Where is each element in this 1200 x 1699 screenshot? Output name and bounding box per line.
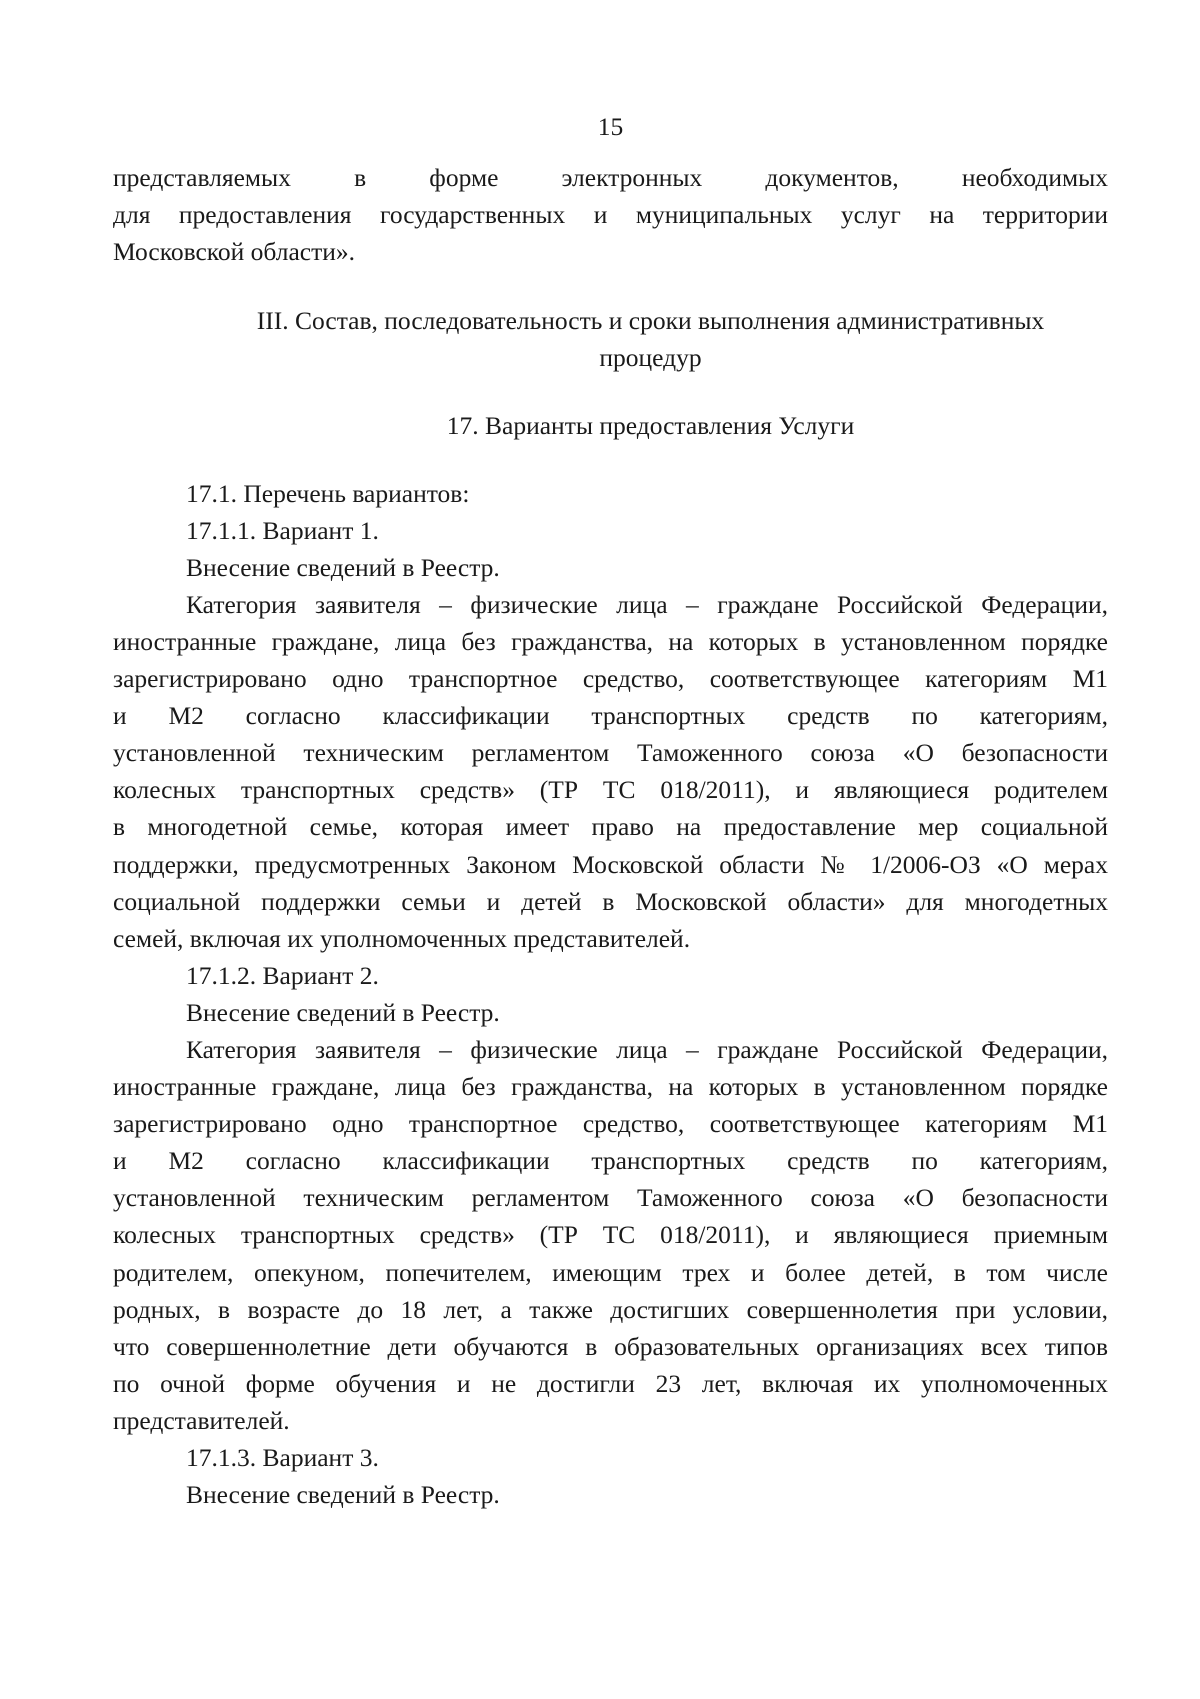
variant-heading: 17.1.1. Вариант 1.: [186, 515, 379, 545]
paragraph-line: Категория заявителя – физические лица – граждане Российской Федерации,: [186, 589, 1108, 619]
paragraph-line: иностранные граждане, лица без гражданства, на которых в установленном порядке: [113, 626, 1108, 656]
variant-action: Внесение сведений в Реестр.: [186, 997, 500, 1027]
subsection-title: 17. Варианты предоставления Услуги: [446, 411, 855, 441]
variant-heading: 17.1.3. Вариант 3.: [186, 1443, 379, 1472]
paragraph-line: и М2 согласно классификации транспортных средств по категориям,: [113, 701, 1108, 731]
paragraph-line: зарегистрировано одно транспортное средство, соответствующее категориям М1: [113, 664, 1108, 694]
section-title-line: III. Состав, последовательность и сроки выполнения административных: [256, 306, 1045, 336]
paragraph-line: колесных транспортных средств» (ТР ТС 018/2011), и являющиеся родителем: [113, 775, 1108, 805]
paragraph-line: семей, включая их уполномоченных представителей.: [113, 923, 691, 953]
paragraph-line: социальной поддержки семьи и детей в Московской области» для многодетных: [113, 886, 1108, 916]
intro-line: представляемых в форме электронных документов, необходимых: [113, 163, 1108, 192]
variant-action: Внесение сведений в Реестр.: [186, 1480, 500, 1510]
page-number: 15: [597, 112, 624, 141]
paragraph-line: установленной техническим регламентом Таможенного союза «О безопасности: [113, 738, 1108, 768]
paragraph-line: зарегистрировано одно транспортное средство, соответствующее категориям М1: [113, 1109, 1108, 1139]
variant-category-paragraph: [113, 586, 1108, 957]
paragraph-line: поддержки, предусмотренных Законом Московской области № 1/2006-ОЗ «О мерах: [113, 849, 1108, 879]
paragraph-line: Категория заявителя – физические лица – граждане Российской Федерации,: [186, 1034, 1108, 1064]
intro-line: Московской области».: [113, 237, 356, 267]
intro-line: для предоставления государственных и муниципальных услуг на территории: [113, 200, 1108, 230]
paragraph-line: что совершеннолетние дети обучаются в образовательных организациях всех типов: [113, 1331, 1108, 1361]
paragraph-line: представителей.: [113, 1405, 290, 1435]
variant-category-paragraph: [113, 1031, 1108, 1439]
intro-paragraph: [113, 159, 1108, 270]
paragraph-line: родителем, опекуном, попечителем, имеющим трех и более детей, в том числе: [113, 1257, 1108, 1287]
paragraph-line: установленной техническим регламентом Таможенного союза «О безопасности: [113, 1183, 1108, 1213]
paragraph-line: в многодетной семье, которая имеет право на предоставление мер социальной: [113, 812, 1108, 842]
variant-heading: 17.1.2. Вариант 2.: [186, 960, 379, 990]
variant-action: Внесение сведений в Реестр.: [186, 552, 500, 582]
paragraph-line: колесных транспортных средств» (ТР ТС 018/2011), и являющиеся приемным: [113, 1220, 1108, 1250]
section-title: [113, 302, 1108, 376]
paragraph-line: иностранные граждане, лица без гражданства, на которых в установленном порядке: [113, 1072, 1108, 1102]
section-title-line: процедур: [599, 343, 702, 373]
list-heading: 17.1. Перечень вариантов:: [186, 478, 470, 508]
paragraph-line: по очной форме обучения и не достигли 23 лет, включая их уполномоченных: [113, 1368, 1108, 1398]
document-page: [113, 112, 1108, 1513]
paragraph-line: родных, в возрасте до 18 лет, а также достигших совершеннолетия при условии,: [113, 1294, 1108, 1324]
paragraph-line: и М2 согласно классификации транспортных средств по категориям,: [113, 1146, 1108, 1176]
